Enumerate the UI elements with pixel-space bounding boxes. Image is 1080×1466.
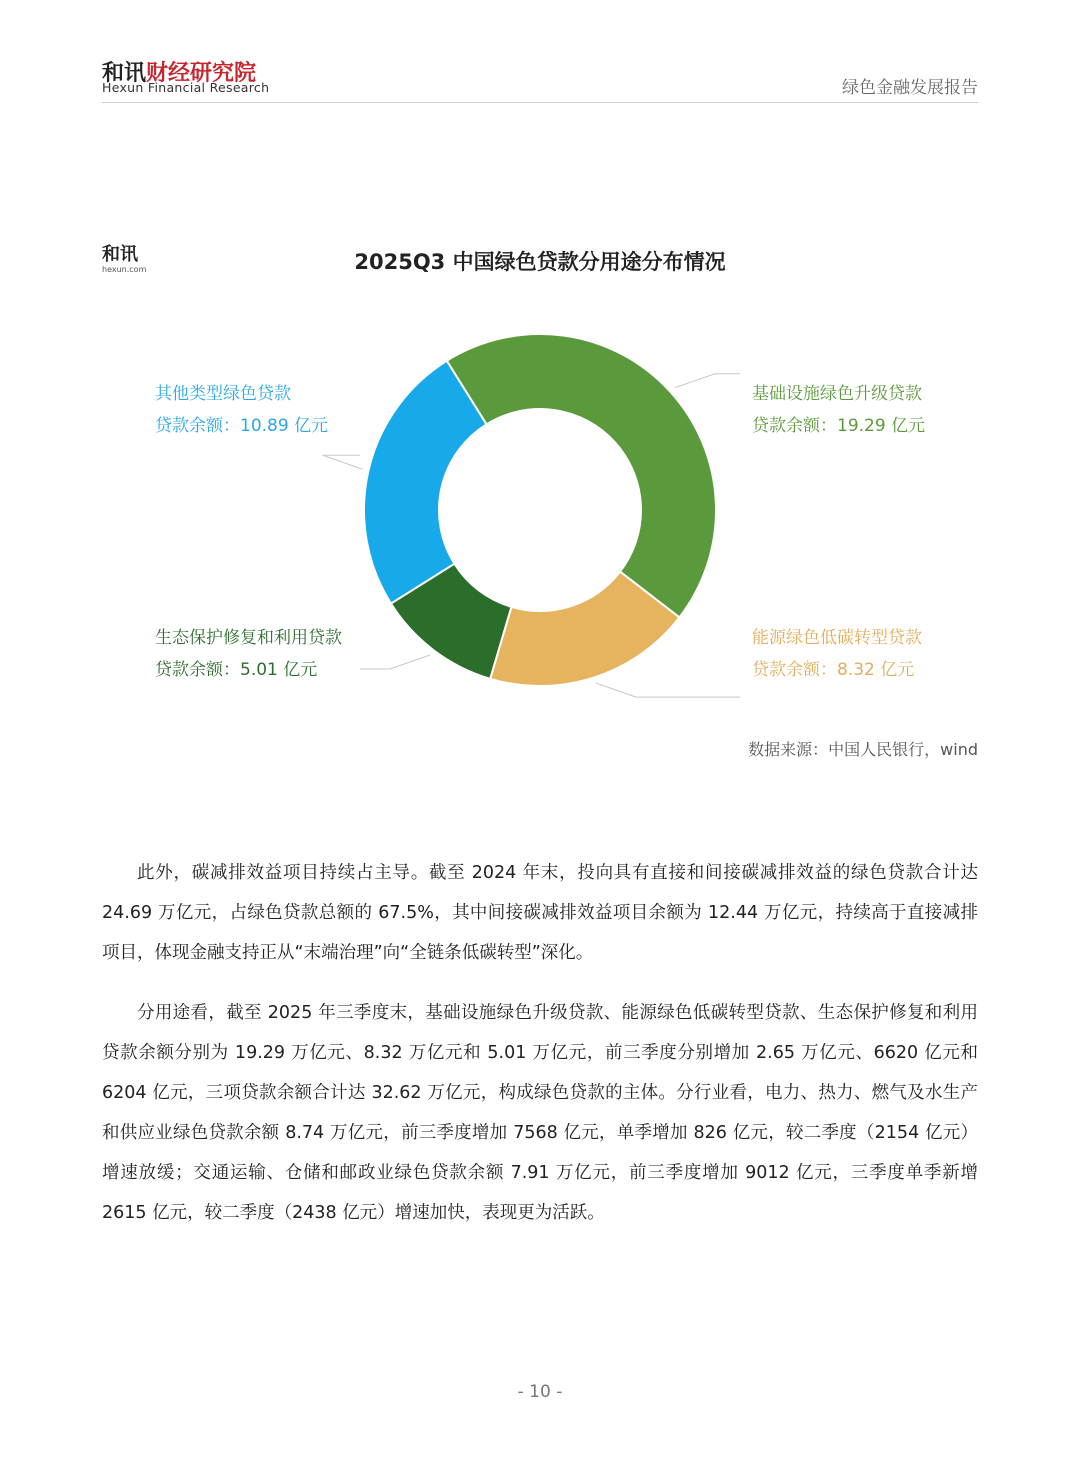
slice-infrastructure [447, 334, 716, 617]
data-source: 数据来源：中国人民银行，wind [748, 740, 978, 759]
logo-cn-red: 财经研究院 [146, 61, 257, 86]
mini-logo-cn: 和讯 [102, 244, 138, 265]
leader-line-energy [596, 683, 740, 697]
label-infrastructure-value: 贷款余额：19.29 亿元 [752, 416, 926, 436]
label-other-name: 其他类型绿色贷款 [155, 384, 291, 404]
logo-cn-dark: 和讯 [102, 61, 147, 86]
logo-en: Hexun Financial Research [102, 80, 270, 95]
label-ecology [155, 622, 342, 686]
label-infrastructure-name: 基础设施绿色升级贷款 [752, 384, 922, 404]
leader-line-infrastructure [675, 374, 740, 388]
body-paragraph-2: 分用途看，截至 2025 年三季度末，基础设施绿色升级贷款、能源绿色低碳转型贷款、生态保护修复和利用贷款余额分别为 19.29 万亿元、8.32 万亿元和 5.01 万亿元，前三季度分别增加 2.65 万亿元、6620 亿元和 6204 亿元，三项贷款余额合计达 32.62 万亿元，构成绿色贷款的主体。分行业看，电力、热力、燃气及水生产和供应业绿色贷款余额 8.74 万亿元，前三季度增加 7568 亿元，单季增加 826 亿元，较二季度（2154 亿元）增速放缓；交通运输、仓储和邮政业绿色贷款余额 7.91 万亿元，前三季度增加 9012 亿元，三季度单季新增 2615 亿元，较二季度（2438 亿元）增速加快，表现更为活跃。 [102, 1003, 978, 1223]
leader-line-other [323, 455, 363, 469]
page-number: - 10 - [517, 1382, 563, 1402]
body-paragraph-1: 此外，碳减排效益项目持续占主导。截至 2024 年末，投向具有直接和间接碳减排效益的绿色贷款合计达 24.69 万亿元，占绿色贷款总额的 67.5%，其中间接碳减排效益项目余额为 12.44 万亿元，持续高于直接减排项目，体现金融支持正从“末端治理”向“全链条低碳转型”深化。 [102, 863, 978, 963]
label-energy-name: 能源绿色低碳转型贷款 [752, 628, 922, 648]
label-other [155, 378, 328, 442]
leader-line-ecology [360, 655, 430, 669]
label-infrastructure [752, 378, 925, 442]
mini-logo-en: hexun.com [102, 265, 147, 274]
label-ecology-name: 生态保护修复和利用贷款 [155, 628, 342, 648]
chart-title: 2025Q3 中国绿色贷款分用途分布情况 [354, 250, 726, 274]
label-other-value: 贷款余额：10.89 亿元 [155, 416, 329, 436]
report-title: 绿色金融发展报告 [842, 78, 978, 98]
page-header [102, 52, 978, 103]
label-energy-value: 贷款余额：8.32 亿元 [752, 660, 915, 680]
label-ecology-value: 贷款余额：5.01 亿元 [155, 660, 318, 680]
slice-other [364, 361, 486, 604]
label-energy [752, 622, 922, 686]
